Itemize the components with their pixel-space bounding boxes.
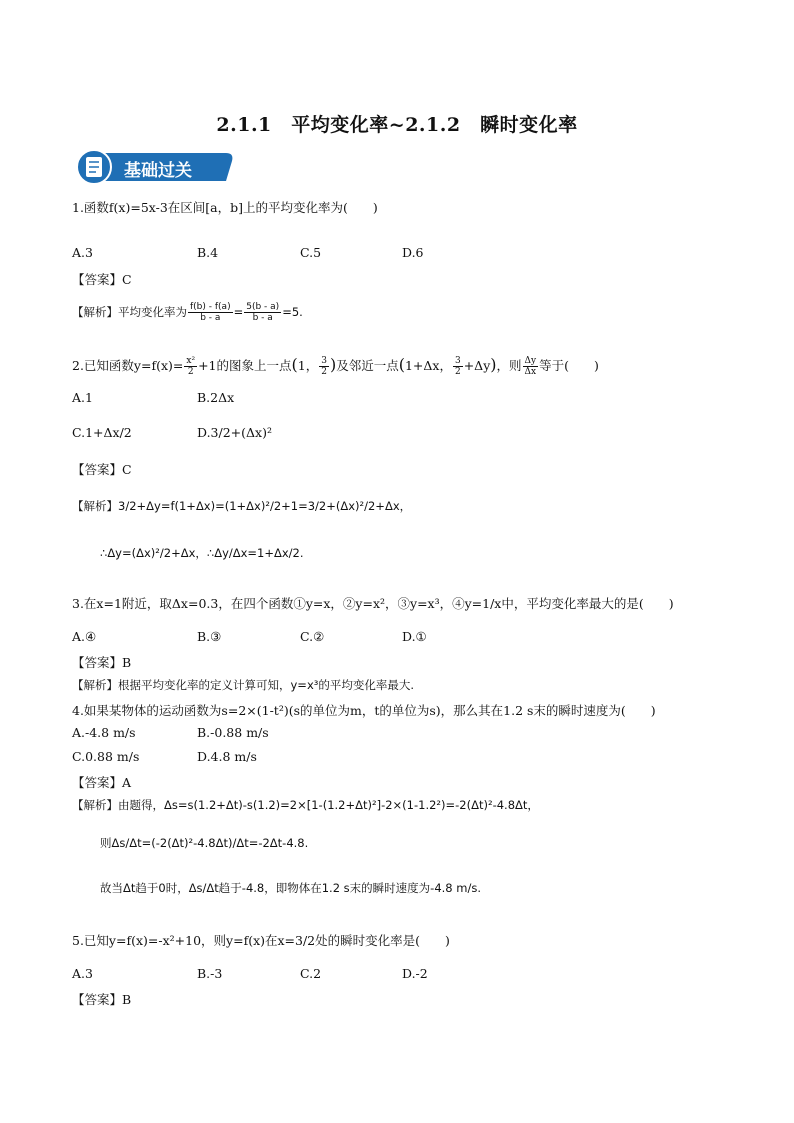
q2-stem-c: 及邻近一点 bbox=[336, 358, 399, 373]
q1-stem: 1.函数f(x)=5x-3在区间[a，b]上的平均变化率为( ) bbox=[72, 200, 378, 215]
q3-answer: 【答案】B bbox=[72, 655, 132, 670]
q3-option-b: B.③ bbox=[197, 629, 222, 644]
section-banner bbox=[76, 149, 236, 185]
q3-option-d: D.① bbox=[402, 629, 427, 644]
q1-solution: 【解析】平均变化率为 $\frac{f(b) - f(a)}{b - a}$ = $\frac{5(b - a)}{b - a}$ =5. bbox=[72, 302, 303, 323]
q1-solution-end: =5. bbox=[282, 305, 303, 319]
q5-option-a: A.3 bbox=[72, 966, 93, 981]
q4-answer: 【答案】A bbox=[72, 775, 132, 790]
q5-option-d: D.-2 bbox=[402, 966, 428, 981]
q2-option-b: B.2Δx bbox=[197, 390, 235, 405]
q2-stem-a: 2.已知函数y=f(x)= bbox=[72, 358, 184, 373]
q2-solution-line1: 【解析】3/2+Δy=f(1+Δx)=(1+Δx)²/2+1=3/2+(Δx)²/2+Δx， bbox=[72, 499, 412, 513]
q4-solution-line1: 【解析】由题得，Δs=s(1.2+Δt)-s(1.2)=2×[1-(1.2+Δt)²]-2×(1-1.2²)=-2(Δt)²-4.8Δt， bbox=[72, 798, 539, 812]
q1-frac1-den: b - a bbox=[200, 313, 221, 323]
q1-answer: 【答案】C bbox=[72, 272, 132, 287]
q5-stem: 5.已知y=f(x)=-x²+10，则y=f(x)在x=3/2处的瞬时变化率是( ) bbox=[72, 933, 450, 948]
banner-label: 基础过关 bbox=[124, 161, 192, 181]
q1-solution-prefix: 【解析】平均变化率为 bbox=[72, 305, 187, 319]
q4-solution-line3: 故当Δt趋于0时，Δs/Δt趋于-4.8，即物体在1.2 s末的瞬时速度为-4.8 m/s. bbox=[100, 881, 481, 895]
q4-option-b: B.-0.88 m/s bbox=[197, 725, 269, 740]
q3-option-a: A.④ bbox=[72, 629, 97, 644]
q2-stem-e: 等于( ) bbox=[539, 358, 599, 373]
q4-solution-line2: 则Δs/Δt=(-2(Δt)²-4.8Δt)/Δt=-2Δt-4.8. bbox=[100, 836, 309, 850]
q3-solution: 【解析】根据平均变化率的定义计算可知，y=x³的平均变化率最大. bbox=[72, 678, 415, 692]
q3-stem: 3.在x=1附近，取Δx=0.3，在四个函数①y=x，②y=x²，③y=x³，④y=1/x中，平均变化率最大的是( ) bbox=[72, 596, 674, 611]
q1-frac2-num: 5(b - a) bbox=[246, 302, 280, 312]
q1-frac1-num: f(b) - f(a) bbox=[190, 302, 231, 312]
q2-option-a: A.1 bbox=[72, 390, 93, 405]
q4-stem: 4.如果某物体的运动函数为s=2×(1-t²)(s的单位为m，t的单位为s)，那么其在1.2 s末的瞬时速度为( ) bbox=[72, 703, 656, 718]
q1-frac2-den: b - a bbox=[252, 313, 273, 323]
q1-option-b: B.4 bbox=[197, 245, 219, 260]
q2-option-d: D.3/2+(Δx)² bbox=[197, 425, 272, 440]
q5-option-b: B.-3 bbox=[197, 966, 223, 981]
q4-option-d: D.4.8 m/s bbox=[197, 749, 257, 764]
q2-stem: 2.已知函数y=f(x)= $\frac{\text{x²}}{2}$ +1的图象上一点(1， $\frac{3}{2}$ )及邻近一点(1+Δx， $\frac{3}{2}$ +Δy)，则 $\frac{\Delta y}{\Delta x}$ 等于( ) bbox=[72, 355, 599, 377]
q2-option-c: C.1+Δx/2 bbox=[72, 425, 132, 440]
q2-stem-d: ，则 bbox=[496, 358, 522, 373]
q3-option-c: C.② bbox=[300, 629, 325, 644]
page-title: 2.1.1 平均变化率~2.1.2 瞬时变化率 bbox=[216, 114, 578, 136]
q2-stem-b: +1的图象上一点 bbox=[198, 358, 292, 373]
q1-option-d: D.6 bbox=[402, 245, 424, 260]
q4-option-c: C.0.88 m/s bbox=[72, 749, 140, 764]
q4-option-a: A.-4.8 m/s bbox=[72, 725, 136, 740]
q5-option-c: C.2 bbox=[300, 966, 322, 981]
q1-option-c: C.5 bbox=[300, 245, 322, 260]
q5-answer: 【答案】B bbox=[72, 992, 132, 1007]
q2-solution-line2: ∴Δy=(Δx)²/2+Δx，∴Δy/Δx=1+Δx/2. bbox=[100, 546, 304, 560]
q2-answer: 【答案】C bbox=[72, 462, 132, 477]
q1-option-a: A.3 bbox=[72, 245, 93, 260]
